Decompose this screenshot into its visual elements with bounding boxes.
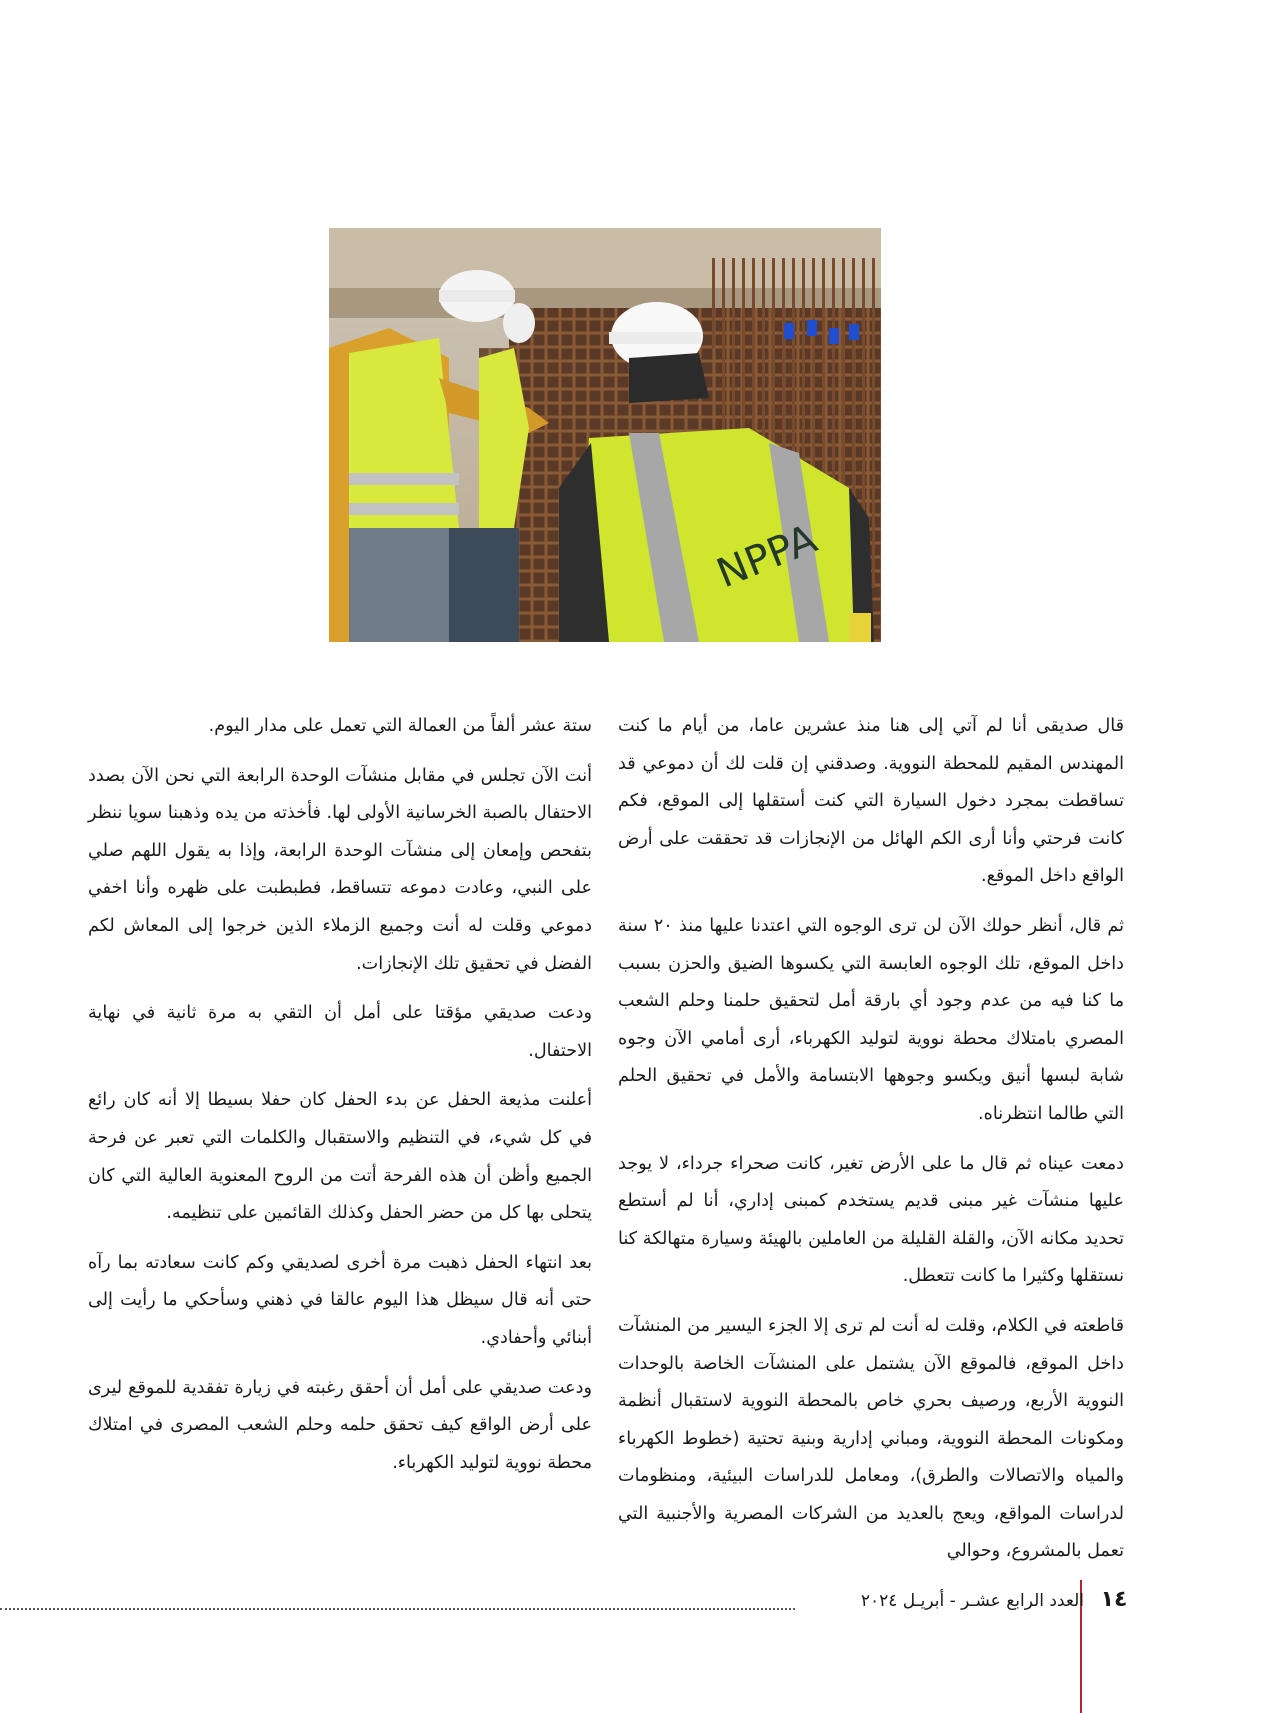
paragraph: ودعت صديقي على أمل أن أحقق رغبته في زيارة تفقدية للموقع ليرى على أرض الواقع كيف تحقق حلمه وحلم الشعب المصرى في امتلاك محطة نووية لتوليد الكهرباء. [88,1377,592,1473]
paragraph: دمعت عيناه ثم قال ما على الأرض تغير، كانت صحراء جرداء، لا يوجد عليها منشآت غير مبنى قديم يستخدم كمبنى إداري، أنا لم أستطع تحديد مكانه الآن، والقلة القليلة من العاملين بالهيئة وسيارة متهالكة كنا نستقلها وكثيرا ما كانت تتعطل. [618,1153,1124,1287]
paragraph: قاطعته في الكلام، وقلت له أنت لم ترى إلا الجزء اليسير من المنشآت داخل الموقع، فالموقع الآن يشتمل على المنشآت الخاصة بالوحدات النووية الأربع، ورصيف بحري خاص بالمحطة النووية لاستقبال أنظمة ومكونات المحطة النووية، ومباني إدارية وبنية تحتية (خطوط الكهرباء والمياه والاتصالات والطرق)، ومعامل للدراسات البيئية، ومنظومات لدراسات المواقع، ويعج بالعديد من الشركات المصرية والأجنبية التي تعمل بالمشروع، وحوالي [618,1315,1124,1562]
paragraph: ثم قال، أنظر حولك الآن لن ترى الوجوه التي اعتدنا عليها منذ ٢٠ سنة داخل الموقع، تلك الوجوه العابسة التي يكسوها الضيق والحزن بسبب ما كنا فيه من عدم وجود أي بارقة أمل لتحقيق حلمنا وحلم الشعب المصري بامتلاك محطة نووية لتوليد الكهرباء، أرى أمامي الآن وجوه شابة لبسها أنيق ويكسو وجوهها الابتسامة والأمل في تحقيق الحلم التي طالما انتظرناه. [618,915,1125,1124]
paragraph: بعد انتهاء الحفل ذهبت مرة أخرى لصديقي وكم كانت سعادته بما رآه حتى أنه قال سيظل هذا اليوم عالقا في ذهني وسأحكي ما رأيت إلى أبنائي وأحفادي. [88,1252,592,1348]
article-column-left [88,708,592,1494]
paragraph: قال صديقى أنا لم آتي إلى هنا منذ عشرين عاما، من أيام ما كنت المهندس المقيم للمحطة النووية. وصدقني إن قلت لك أن دموعي قد تساقطت بمجرد دخول السيارة التي كنت أستقلها إلى الموقع، فكم كانت فرحتي وأنا أرى الكم الهائل من الإنجازات قد تحققت على أرض الواقع داخل الموقع. [618,716,1124,887]
article-column-right [618,708,1124,1583]
page-number: ١٤ [1100,1587,1128,1612]
footer-dotted-line [0,1608,795,1610]
paragraph: ودعت صديقي مؤقتا على أمل أن التقي به مرة ثانية في نهاية الاحتفال. [88,1003,592,1061]
issue-label: العدد الرابع عشـر - أبريـل ٢٠٢٤ [860,1591,1084,1611]
paragraph: أنت الآن تجلس في مقابل منشآت الوحدة الرابعة التي نحن الآن بصدد الاحتفال بالصبة الخرسانية الأولى لها. فأخذته من يده وذهبنا سويا ننظر بتفحص وإمعان إلى منشآت الوحدة الرابعة، وإذا به يقول اللهم صلي على النبي، وعادت دموعه تتساقط، فطبطبت على ظهره وأنا اخفي دموعي وقلت له أنت وجميع الزملاء الذين خرجوا إلى المعاش لكم الفضل في تحقيق تلك الإنجازات. [88,765,592,974]
paragraph: ستة عشر ألفاً من العمالة التي تعمل على مدار اليوم. [208,716,592,736]
vest-text: NPPA [710,516,824,598]
construction-photo [329,228,881,642]
paragraph: أعلنت مذيعة الحفل عن بدء الحفل كان حفلا بسيطا إلا أنه كان رائع في كل شيء، في التنظيم والاستقبال والكلمات التي تعبر عن فرحة الجميع وأظن أن هذه الفرحة أتت من الروح المعنوية العالية التي كان يتحلى بها كل من حضر الحفل وكذلك القائمين على تنظيمه. [88,1090,592,1224]
